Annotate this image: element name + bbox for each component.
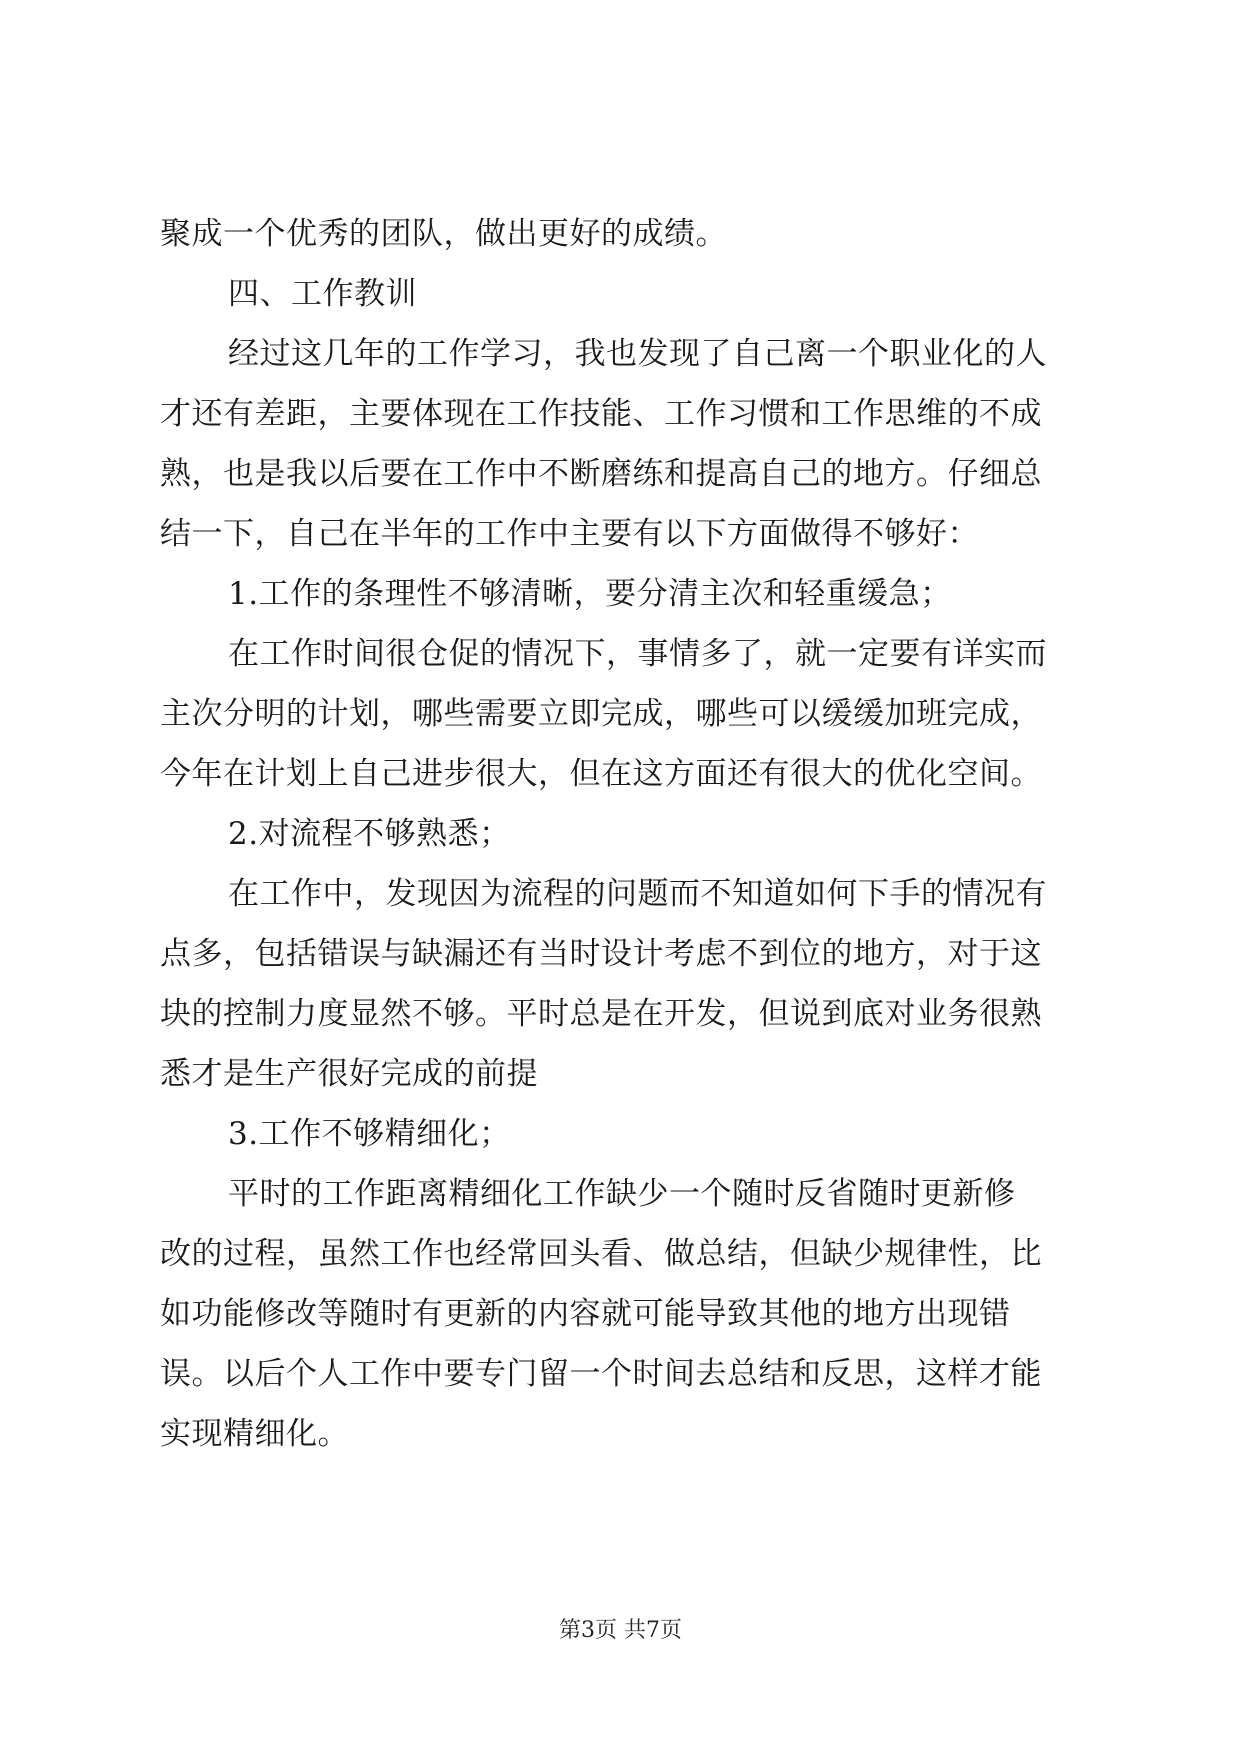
text-line: 2.对流程不够熟悉； (228, 816, 511, 852)
text-line: 误。以后个人工作中要专门留一个时间去总结和反思，这样才能 (160, 1356, 1042, 1392)
text-line: 实现精细化。 (160, 1416, 349, 1452)
text-line: 如功能修改等随时有更新的内容就可能导致其他的地方出现错 (160, 1296, 1011, 1332)
text-line: 块的控制力度显然不够。平时总是在开发，但说到底对业务很熟 (160, 996, 1042, 1032)
text-line: 点多，包括错误与缺漏还有当时设计考虑不到位的地方，对于这 (160, 936, 1042, 972)
text-line: 3.工作不够精细化； (228, 1116, 511, 1152)
body-text (160, 204, 1085, 1464)
text-line: 聚成一个优秀的团队，做出更好的成绩。 (160, 216, 727, 252)
text-line: 经过这几年的工作学习，我也发现了自己离一个职业化的人 (228, 336, 1047, 372)
text-line: 在工作时间很仓促的情况下，事情多了，就一定要有详实而 (228, 636, 1047, 672)
text-line: 平时的工作距离精细化工作缺少一个随时反省随时更新修 (228, 1176, 1016, 1212)
text-line: 今年在计划上自己进步很大，但在这方面还有很大的优化空间。 (160, 756, 1042, 792)
text-line: 在工作中，发现因为流程的问题而不知道如何下手的情况有 (228, 876, 1047, 912)
text-line: 悉才是生产很好完成的前提 (160, 1056, 538, 1092)
text-line: 1.工作的条理性不够清晰，要分清主次和轻重缓急； (228, 576, 952, 612)
text-line: 四、工作教训 (228, 276, 417, 312)
text-line: 改的过程，虽然工作也经常回头看、做总结，但缺少规律性，比 (160, 1236, 1042, 1272)
page-footer: 第3页 共7页 (559, 1618, 682, 1643)
text-line: 结一下，自己在半年的工作中主要有以下方面做得不够好： (160, 516, 979, 552)
text-line: 主次分明的计划，哪些需要立即完成，哪些可以缓缓加班完成， (160, 696, 1042, 732)
text-line: 才还有差距，主要体现在工作技能、工作习惯和工作思维的不成 (160, 396, 1042, 432)
text-line: 熟，也是我以后要在工作中不断磨练和提高自己的地方。仔细总 (160, 456, 1042, 492)
